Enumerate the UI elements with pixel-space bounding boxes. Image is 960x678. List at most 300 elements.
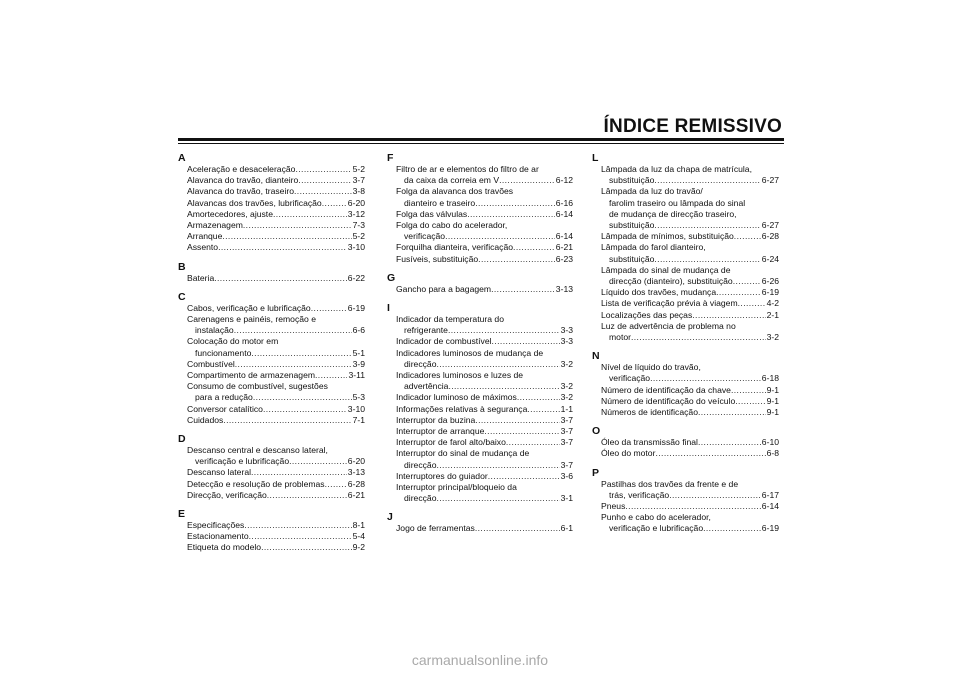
entry-text: Interruptores do guiador [396,470,488,481]
entry-text: Interruptor de farol alto/baixo [396,437,506,448]
entry-text: Lista de verificação prévia à viagem [601,298,738,309]
dot-leader [625,501,760,512]
index-entry[interactable] [592,385,779,396]
entry-text: Punho e cabo do acelerador, [601,512,711,523]
dot-leader [669,490,761,501]
dot-leader [244,520,351,531]
index-entry[interactable] [387,209,573,220]
dot-leader [267,490,347,501]
entry-text: verificação [404,231,446,242]
page-ref: 6-24 [761,253,779,264]
index-entry[interactable] [178,198,365,209]
page-ref: 6-28 [761,231,779,242]
page-ref: 6-8 [766,448,779,459]
page-ref: 5-2 [352,164,365,174]
index-entry[interactable] [178,445,365,467]
entry-text: Assento [187,242,219,253]
index-column-2 [387,153,573,535]
entry-text: Lâmpada de mínimos, substituição [601,231,734,242]
page-ref: 3-12 [347,208,365,219]
entry-text: Aceleração e desaceleração [187,164,296,174]
dot-leader [698,407,766,418]
entry-text: funcionamento [195,347,252,358]
index-entry[interactable] [387,523,573,534]
index-entry[interactable] [178,479,365,490]
page-ref: 6-21 [555,242,573,253]
entry-text: Nível de líquido do travão, [601,362,701,373]
section-letter: I [387,302,390,315]
page-ref: 3-2 [560,392,573,403]
page-ref: 6-23 [555,253,573,264]
entry-text: Filtro de ar e elementos do filtro de ar [396,164,539,174]
index-entry[interactable] [592,164,779,186]
index-entry[interactable] [387,284,573,295]
page-ref: 3-11 [348,370,365,381]
entry-text: Descanso lateral [187,467,252,478]
page-ref: 6-14 [555,208,573,219]
dot-leader [253,392,352,403]
index-entry[interactable] [178,520,365,531]
entry-text: substituição [609,220,655,231]
index-entry[interactable] [387,404,573,415]
entry-text: refrigerante [404,325,448,336]
entry-text: Alavanca do travão, traseiro [187,186,295,197]
dot-leader [478,254,555,265]
section-gap [592,343,779,351]
dot-leader [484,426,559,437]
entry-text: Descanso central e descanso lateral, [187,445,328,456]
index-entry[interactable] [592,310,779,321]
entry-text: direcção [404,459,437,470]
entry-text: verificação [609,373,651,384]
page-ref: 9-1 [766,384,779,395]
page-ref: 6-14 [761,501,779,512]
page-ref: 3-10 [347,403,365,414]
page-ref: 3-2 [560,381,573,392]
entry-text: instalação [195,325,234,336]
dot-leader [731,385,766,396]
entry-text: direcção [404,493,437,504]
section-letter: G [387,271,396,284]
entry-text: Direcção, verificação [187,489,267,500]
page-ref: 6-1 [560,523,573,534]
dot-leader [222,231,351,242]
index-entry[interactable] [387,242,573,253]
index-entry[interactable] [178,303,365,314]
dot-leader [223,415,351,426]
page-ref: 7-3 [352,220,365,231]
index-entry[interactable] [178,164,365,175]
entry-text: Fusíveis, substituição [396,253,479,264]
dot-leader [436,493,559,504]
index-entry[interactable] [178,381,365,403]
entry-text: advertência [404,381,449,392]
index-entry[interactable] [592,298,779,309]
dot-leader [650,373,761,384]
dot-leader [261,542,352,553]
entry-text: Folga do cabo do acelerador, [396,220,508,231]
dot-leader [263,404,347,415]
title-rule-thin [178,143,784,144]
index-entry[interactable] [387,348,573,370]
entry-text: Informações relativas à segurança [396,403,528,414]
dot-leader [506,437,560,448]
entry-text: Interruptor do sinal de mudança de [396,448,530,459]
dot-leader [234,325,352,336]
index-entry[interactable] [387,336,573,347]
dot-leader [654,220,760,231]
entry-text: Cuidados [187,414,224,425]
entry-text: Óleo da transmissão final [601,437,698,448]
dot-leader [251,467,347,478]
index-entry[interactable] [178,220,365,231]
section-letter: A [178,152,186,164]
dot-leader [698,437,761,448]
index-entry[interactable] [592,321,779,343]
entry-text: trás, verificação [609,489,670,500]
entry-text: Folga da alavanca dos travões [396,186,514,197]
dot-leader [527,404,559,415]
index-entry[interactable] [178,209,365,220]
page-ref: 3-2 [766,332,779,343]
dot-leader [492,336,560,347]
index-entry[interactable] [592,242,779,264]
page-ref: 6-20 [347,197,365,208]
entry-text: verificação e lubrificação [195,456,290,467]
dot-leader [733,276,761,287]
page-ref: 5-2 [352,231,365,242]
page-ref: 9-2 [352,542,365,553]
page-ref: 6-19 [347,302,365,313]
entry-text: Combustível [187,358,235,369]
section-letter: L [592,152,599,164]
entry-text: Arranque [187,231,223,242]
page-ref: 3-2 [560,358,573,369]
index-entry[interactable] [178,175,365,186]
entry-text: Alavancas dos travões, lubrificação [187,197,322,208]
page-ref: 6-27 [761,220,779,231]
index-entry[interactable] [387,448,573,470]
dot-leader [298,175,351,186]
index-entry[interactable] [387,392,573,403]
index-entry[interactable] [592,407,779,418]
entry-text: Consumo de combustível, sugestões [187,381,328,392]
section-gap [387,265,573,273]
index-entry[interactable] [592,437,779,448]
page-ref: 1-1 [560,403,573,414]
dot-leader [448,325,560,336]
dot-leader [311,303,347,314]
page-ref: 6-28 [347,478,365,489]
section-gap [178,501,365,509]
dot-leader [735,396,765,407]
dot-leader [475,198,555,209]
entry-text: Jogo de ferramentas [396,523,475,534]
section-gap [592,418,779,426]
page-ref: 3-3 [560,336,573,347]
title-rule-thick [178,138,784,141]
section-gap [592,460,779,468]
entry-text: Lâmpada da luz do travão/ [601,186,703,197]
dot-leader [692,310,765,321]
page-ref: 3-7 [560,459,573,470]
page-ref: 3-6 [560,470,573,481]
entry-text: substituição [609,253,655,264]
dot-leader [716,287,761,298]
page-ref: 6-22 [347,272,365,283]
index-entry[interactable] [387,471,573,482]
dot-leader [499,175,555,186]
page-ref: 3-10 [347,242,365,253]
entry-text: Indicador luminoso de máximos [396,392,517,403]
section-letter: C [178,290,186,303]
section-gap [178,284,365,292]
page-ref: 8-1 [352,520,365,531]
entry-text: Interruptor de arranque [396,426,485,437]
index-entry[interactable] [178,242,365,253]
page-ref: 3-7 [560,426,573,437]
dot-leader [517,392,560,403]
section-letter: N [592,350,600,363]
index-entry[interactable] [592,231,779,242]
entry-text: Estacionamento [187,531,249,542]
page-ref: 2-1 [766,309,779,320]
index-entry[interactable] [178,467,365,478]
index-entry[interactable] [178,370,365,381]
dot-leader [218,242,347,253]
entry-text: Interruptor da buzina [396,414,476,425]
entry-text: Óleo do motor [601,448,656,459]
index-entry[interactable] [387,482,573,504]
page-ref: 6-10 [761,437,779,448]
index-entry[interactable] [178,415,365,426]
page-ref: 3-13 [555,283,573,294]
entry-text: Lâmpada do sinal de mudança de [601,264,731,275]
index-entry[interactable] [387,220,573,242]
page-ref: 3-7 [560,414,573,425]
page-ref: 6-27 [761,175,779,186]
entry-text: Compartimento de armazenagem [187,370,316,381]
index-column-1 [178,153,365,554]
page-ref: 6-19 [761,287,779,298]
dot-leader [448,381,559,392]
section-letter: P [592,466,600,479]
entry-text: Forquilha dianteira, verificação [396,242,514,253]
index-entry[interactable] [178,490,365,501]
dot-leader [491,284,555,295]
page-ref: 6-21 [347,489,365,500]
page-ref: 3-7 [560,437,573,448]
dot-leader [436,359,559,370]
entry-text: farolim traseiro ou lâmpada do sinal [609,197,746,208]
entry-text: substituição [609,175,655,186]
page-ref: 6-14 [555,231,573,242]
page-ref: 3-3 [560,325,573,336]
entry-text: Conversor catalítico [187,403,263,414]
section-letter: J [387,511,393,524]
dot-leader [488,471,560,482]
section-letter: O [592,425,601,438]
page-ref: 7-1 [352,414,365,425]
dot-leader [475,415,559,426]
index-entry[interactable] [387,164,573,186]
index-entry[interactable] [592,512,779,534]
entry-text: Gancho para a bagagem [396,283,492,294]
index-entry[interactable] [178,186,365,197]
index-entry[interactable] [592,265,779,287]
page-ref: 6-26 [761,276,779,287]
index-entry[interactable] [178,336,365,358]
section-gap [178,426,365,434]
dot-leader [436,460,559,471]
entry-text: motor [609,332,631,343]
dot-leader [322,198,347,209]
dot-leader [654,175,760,186]
dot-leader [235,359,352,370]
entry-text: Números de identificação [601,407,698,418]
section-letter: B [178,260,186,273]
entry-text: Indicadores luminosos de mudança de [396,347,544,358]
page-ref: 3-7 [352,175,365,186]
dot-leader [251,348,351,359]
entry-text: Etiqueta do modelo [187,542,262,553]
index-entry[interactable] [592,396,779,407]
dot-leader [289,456,347,467]
index-column-3 [592,153,779,535]
section-letter: D [178,433,186,446]
index-entry[interactable] [387,314,573,336]
entry-text: Alavanca do travão, dianteiro [187,175,299,186]
index-entry[interactable] [592,479,779,501]
index-entry[interactable] [387,426,573,437]
page-ref: 5-4 [352,531,365,542]
index-entry[interactable] [178,273,365,284]
index-entry[interactable] [178,314,365,336]
page-ref: 4-2 [766,298,779,309]
dot-leader [655,448,765,459]
dot-leader [214,273,347,284]
entry-text: Interruptor principal/bloqueio da [396,482,517,493]
entry-text: Carenagens e painéis, remoção e [187,314,316,325]
page-ref: 3-8 [352,186,365,197]
page-ref: 5-1 [352,347,365,358]
entry-text: Pneus [601,501,626,512]
index-entry[interactable] [387,437,573,448]
dot-leader [243,220,352,231]
index-entry[interactable] [387,186,573,208]
index-entry[interactable] [387,415,573,426]
index-entry[interactable] [387,254,573,265]
entry-text: Número de identificação do veículo [601,395,736,406]
entry-text: Pastilhas dos travões da frente e de [601,478,739,489]
entry-text: Luz de advertência de problema no [601,320,736,331]
entry-text: Indicador de combustível [396,336,492,347]
index-entry[interactable] [178,531,365,542]
dot-leader [467,209,555,220]
entry-text: Bateria [187,272,215,283]
page-ref: 6-19 [761,523,779,534]
entry-text: da caixa da correia em V [404,175,500,186]
watermark: carmanualsonline.info [411,652,549,668]
dot-leader [738,298,766,309]
dot-leader [475,523,560,534]
page-ref: 9-1 [766,407,779,418]
entry-text: Amortecedores, ajuste [187,208,273,219]
entry-text: Indicadores luminosos e luzes de [396,370,524,381]
dot-leader [654,254,760,265]
dot-leader [445,231,555,242]
section-letter: F [387,152,394,164]
index-entry[interactable] [592,501,779,512]
entry-text: direcção [404,358,437,369]
page-ref: 3-1 [560,493,573,504]
index-entry[interactable] [592,448,779,459]
entry-text: Lâmpada do farol dianteiro, [601,242,706,253]
entry-text: Número de identificação da chave [601,384,731,395]
section-gap [387,295,573,303]
page-ref: 6-12 [555,175,573,186]
page-ref: 6-16 [555,197,573,208]
index-entry[interactable] [387,370,573,392]
entry-text: Colocação do motor em [187,336,279,347]
page-ref: 3-13 [347,467,365,478]
page-ref: 3-9 [352,358,365,369]
dot-leader [295,164,351,175]
page-title: ÍNDICE REMISSIVO [603,116,782,137]
entry-text: Detecção e resolução de problemas [187,478,325,489]
page-ref: 6-17 [761,489,779,500]
page-ref: 6-6 [352,325,365,336]
page-ref: 6-18 [761,373,779,384]
index-entry[interactable] [178,359,365,370]
index-entry[interactable] [592,186,779,231]
dot-leader [315,370,347,381]
dot-leader [325,479,347,490]
dot-leader [513,242,555,253]
page-ref: 5-3 [352,392,365,403]
index-entry[interactable] [592,287,779,298]
page-ref: 9-1 [766,395,779,406]
page-ref: 6-20 [347,456,365,467]
dot-leader [249,531,352,542]
section-gap [387,504,573,512]
entry-text: Líquido dos travões, mudança [601,287,717,298]
dot-leader [703,523,761,534]
dot-leader [273,209,347,220]
dot-leader [631,332,766,343]
section-gap [178,254,365,262]
section-letter: E [178,508,186,521]
index-entry[interactable] [178,404,365,415]
entry-text: Lâmpada da luz da chapa de matrícula, [601,164,752,174]
entry-text: Especificações [187,520,245,531]
dot-leader [734,231,761,242]
index-entry[interactable] [592,362,779,384]
entry-text: de mudança de direcção traseiro, [609,208,737,219]
entry-text: Folga das válvulas [396,208,468,219]
entry-text: Localizações das peças [601,309,693,320]
index-entry[interactable] [178,231,365,242]
entry-text: para a redução [195,392,253,403]
dot-leader [294,186,352,197]
entry-text: Armazenagem [187,220,243,231]
entry-text: Indicador da temperatura do [396,314,504,325]
entry-text: dianteiro e traseiro [404,197,476,208]
entry-text: Cabos, verificação e lubrificação [187,302,311,313]
index-entry[interactable] [178,542,365,553]
entry-text: direcção (dianteiro), substituição [609,276,733,287]
entry-text: verificação e lubrificação [609,523,704,534]
